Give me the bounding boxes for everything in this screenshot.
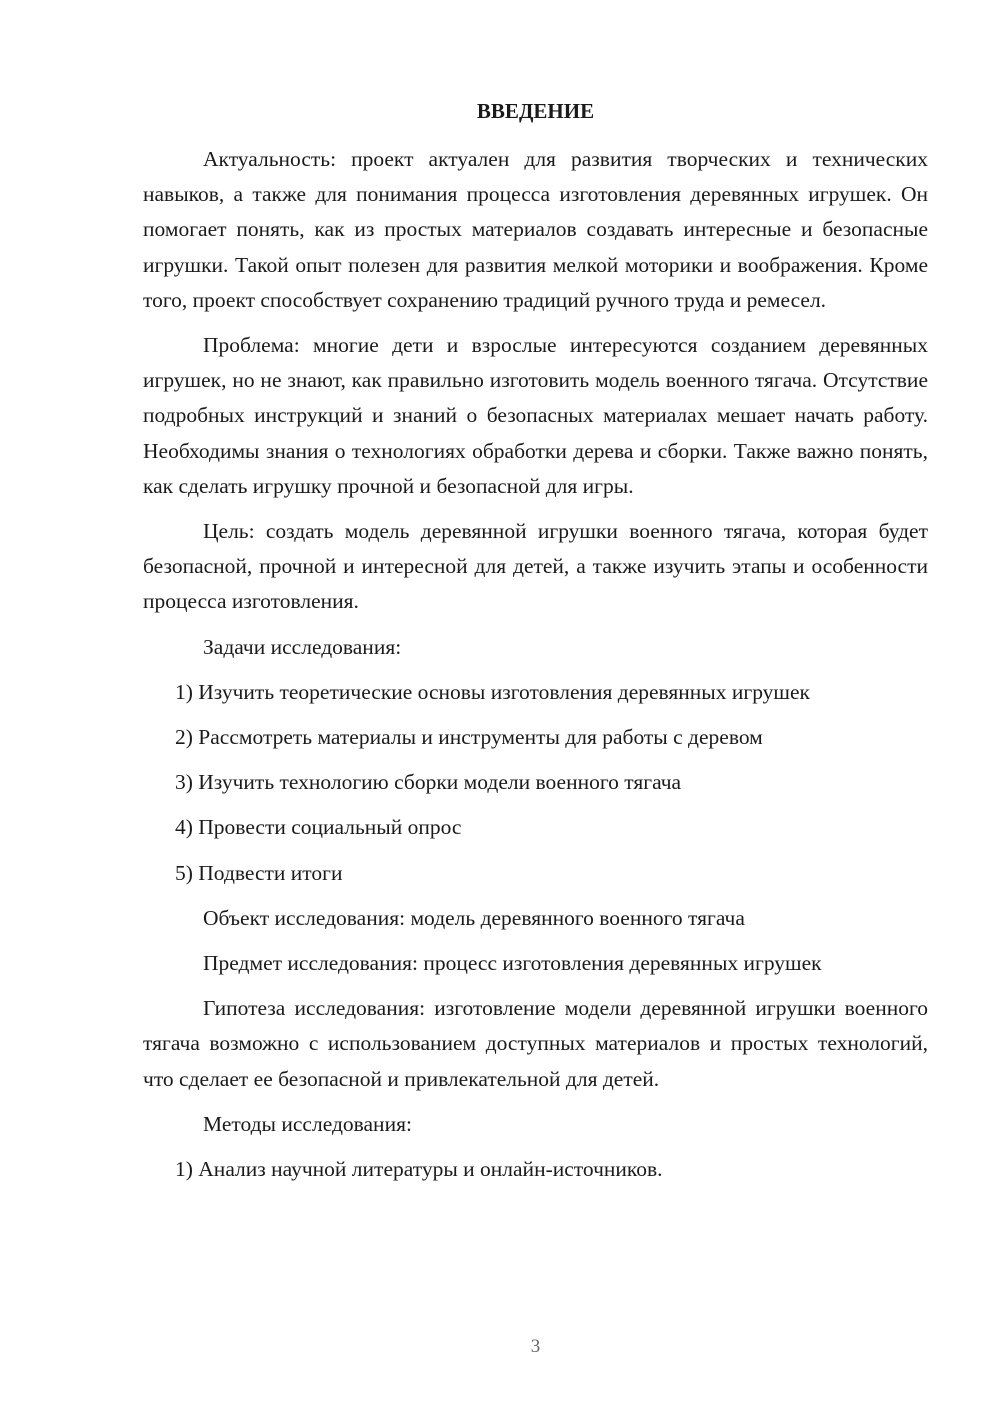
tasks-list	[143, 675, 928, 891]
page-content	[143, 142, 928, 1197]
methods-list	[143, 1152, 928, 1187]
page-number: 3	[530, 1336, 541, 1357]
paragraph-hypothesis: Гипотеза исследования: изготовление модели деревянной игрушки военного тягача возможно с использованием доступных материалов и простых технологий, что сделает ее безопасной и привлекательной для детей.	[143, 996, 928, 1091]
list-item: 2) Рассмотреть материалы и инструменты для работы с деревом	[175, 725, 763, 750]
list-item: 3) Изучить технологию сборки модели военного тягача	[175, 770, 682, 795]
paragraph-subject: Предмет исследования: процесс изготовления деревянных игрушек	[203, 951, 822, 976]
list-item: 1) Изучить теоретические основы изготовления деревянных игрушек	[175, 679, 810, 704]
list-item: 5) Подвести итоги	[175, 860, 343, 885]
page-heading: ВВЕДЕНИЕ	[476, 99, 595, 123]
list-item: 4) Провести социальный опрос	[175, 815, 462, 840]
document-page	[143, 0, 928, 1414]
paragraph-problem: Проблема: многие дети и взрослые интересуются созданием деревянных игрушек, но не знают, как правильно изготовить модель военного тягача. Отсутствие подробных инструкций и знаний о безопасных материалах мешает начать работу. Необходимы знания о технологиях обработки дерева и сборки. Также важно понять, как сделать игрушку прочной и безопасной для игры.	[143, 333, 928, 498]
tasks-title: Задачи исследования:	[203, 634, 402, 659]
methods-title: Методы исследования:	[203, 1111, 412, 1136]
paragraph-relevance: Актуальность: проект актуален для развития творческих и технических навыков, а также для понимания процесса изготовления деревянных игрушек. Он помогает понять, как из простых материалов создавать интересные и безопасные игрушки. Такой опыт полезен для развития мелкой моторики и воображения. Кроме того, проект способствует сохранению традиций ручного труда и ремесел.	[143, 147, 928, 312]
paragraph-goal: Цель: создать модель деревянной игрушки военного тягача, которая будет безопасной, прочной и интересной для детей, а также изучить этапы и особенности процесса изготовления.	[143, 519, 928, 614]
list-item: 1) Анализ научной литературы и онлайн-источников.	[175, 1157, 663, 1182]
paragraph-object: Объект исследования: модель деревянного военного тягача	[203, 905, 745, 930]
